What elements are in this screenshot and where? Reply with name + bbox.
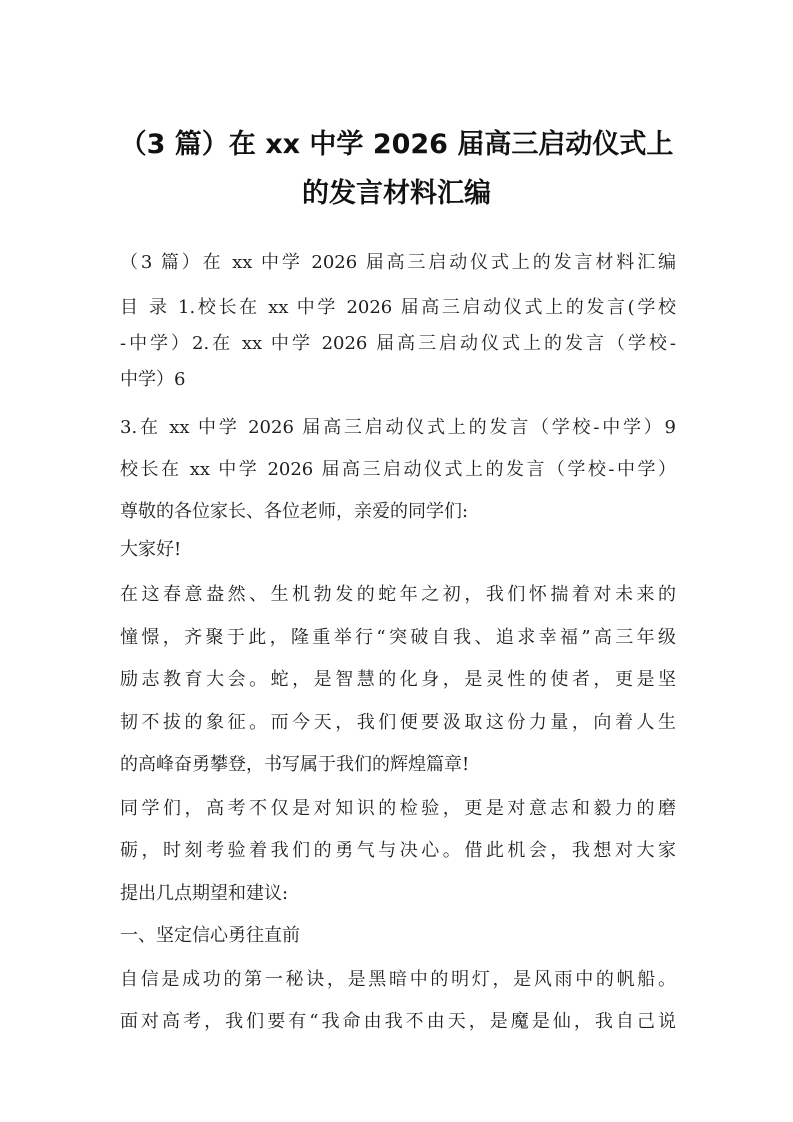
toc-line: -中学）2.在 xx 中学 2026 届高三启动仪式上的发言（学校- bbox=[120, 333, 676, 354]
document-title-line-2: 的发言材料汇编 bbox=[302, 178, 491, 209]
toc-line: 3.在 xx 中学 2026 届高三启动仪式上的发言（学校-中学）9 bbox=[120, 417, 676, 438]
paragraph-line: 同学们，高考不仅是对知识的检验，更是对意志和毅力的磨 bbox=[120, 798, 676, 819]
paragraph-line: 韧不拔的象征。而今天，我们便要汲取这份力量，向着人生 bbox=[120, 712, 676, 733]
body-line: （3 篇）在 xx 中学 2026 届高三启动仪式上的发言材料汇编 bbox=[120, 252, 676, 273]
paragraph-line: 在这春意盎然、生机勃发的蛇年之初，我们怀揣着对未来的 bbox=[120, 584, 676, 605]
salutation: 尊敬的各位家长、各位老师，亲爱的同学们: bbox=[120, 501, 469, 522]
paragraph-line: 励志教育大会。蛇，是智慧的化身，是灵性的使者，更是坚 bbox=[120, 669, 676, 690]
greeting: 大家好! bbox=[120, 539, 182, 560]
speech-heading: 校长在 xx 中学 2026 届高三启动仪式上的发言（学校-中学） bbox=[120, 459, 676, 480]
paragraph-line: 面对高考，我们要有“我命由我不由天，是魔是仙，我自己说 bbox=[120, 1011, 676, 1032]
paragraph-line: 提出几点期望和建议: bbox=[120, 883, 289, 904]
paragraph-line: 自信是成功的第一秘诀，是黑暗中的明灯，是风雨中的帆船。 bbox=[120, 969, 676, 990]
paragraph-line: 憧憬，齐聚于此，隆重举行“突破自我、追求幸福”高三年级 bbox=[120, 627, 676, 648]
paragraph-line: 砺，时刻考验着我们的勇气与决心。借此机会，我想对大家 bbox=[120, 840, 676, 861]
section-heading: 一、坚定信心勇往直前 bbox=[120, 925, 300, 946]
toc-line: 中学）6 bbox=[120, 369, 186, 390]
paragraph-line: 的高峰奋勇攀登，书写属于我们的辉煌篇章! bbox=[120, 754, 470, 775]
toc-line: 目 录 1.校长在 xx 中学 2026 届高三启动仪式上的发言(学校 bbox=[120, 297, 676, 318]
document-title-line-1: （3 篇）在 xx 中学 2026 届高三启动仪式上 bbox=[119, 129, 674, 160]
